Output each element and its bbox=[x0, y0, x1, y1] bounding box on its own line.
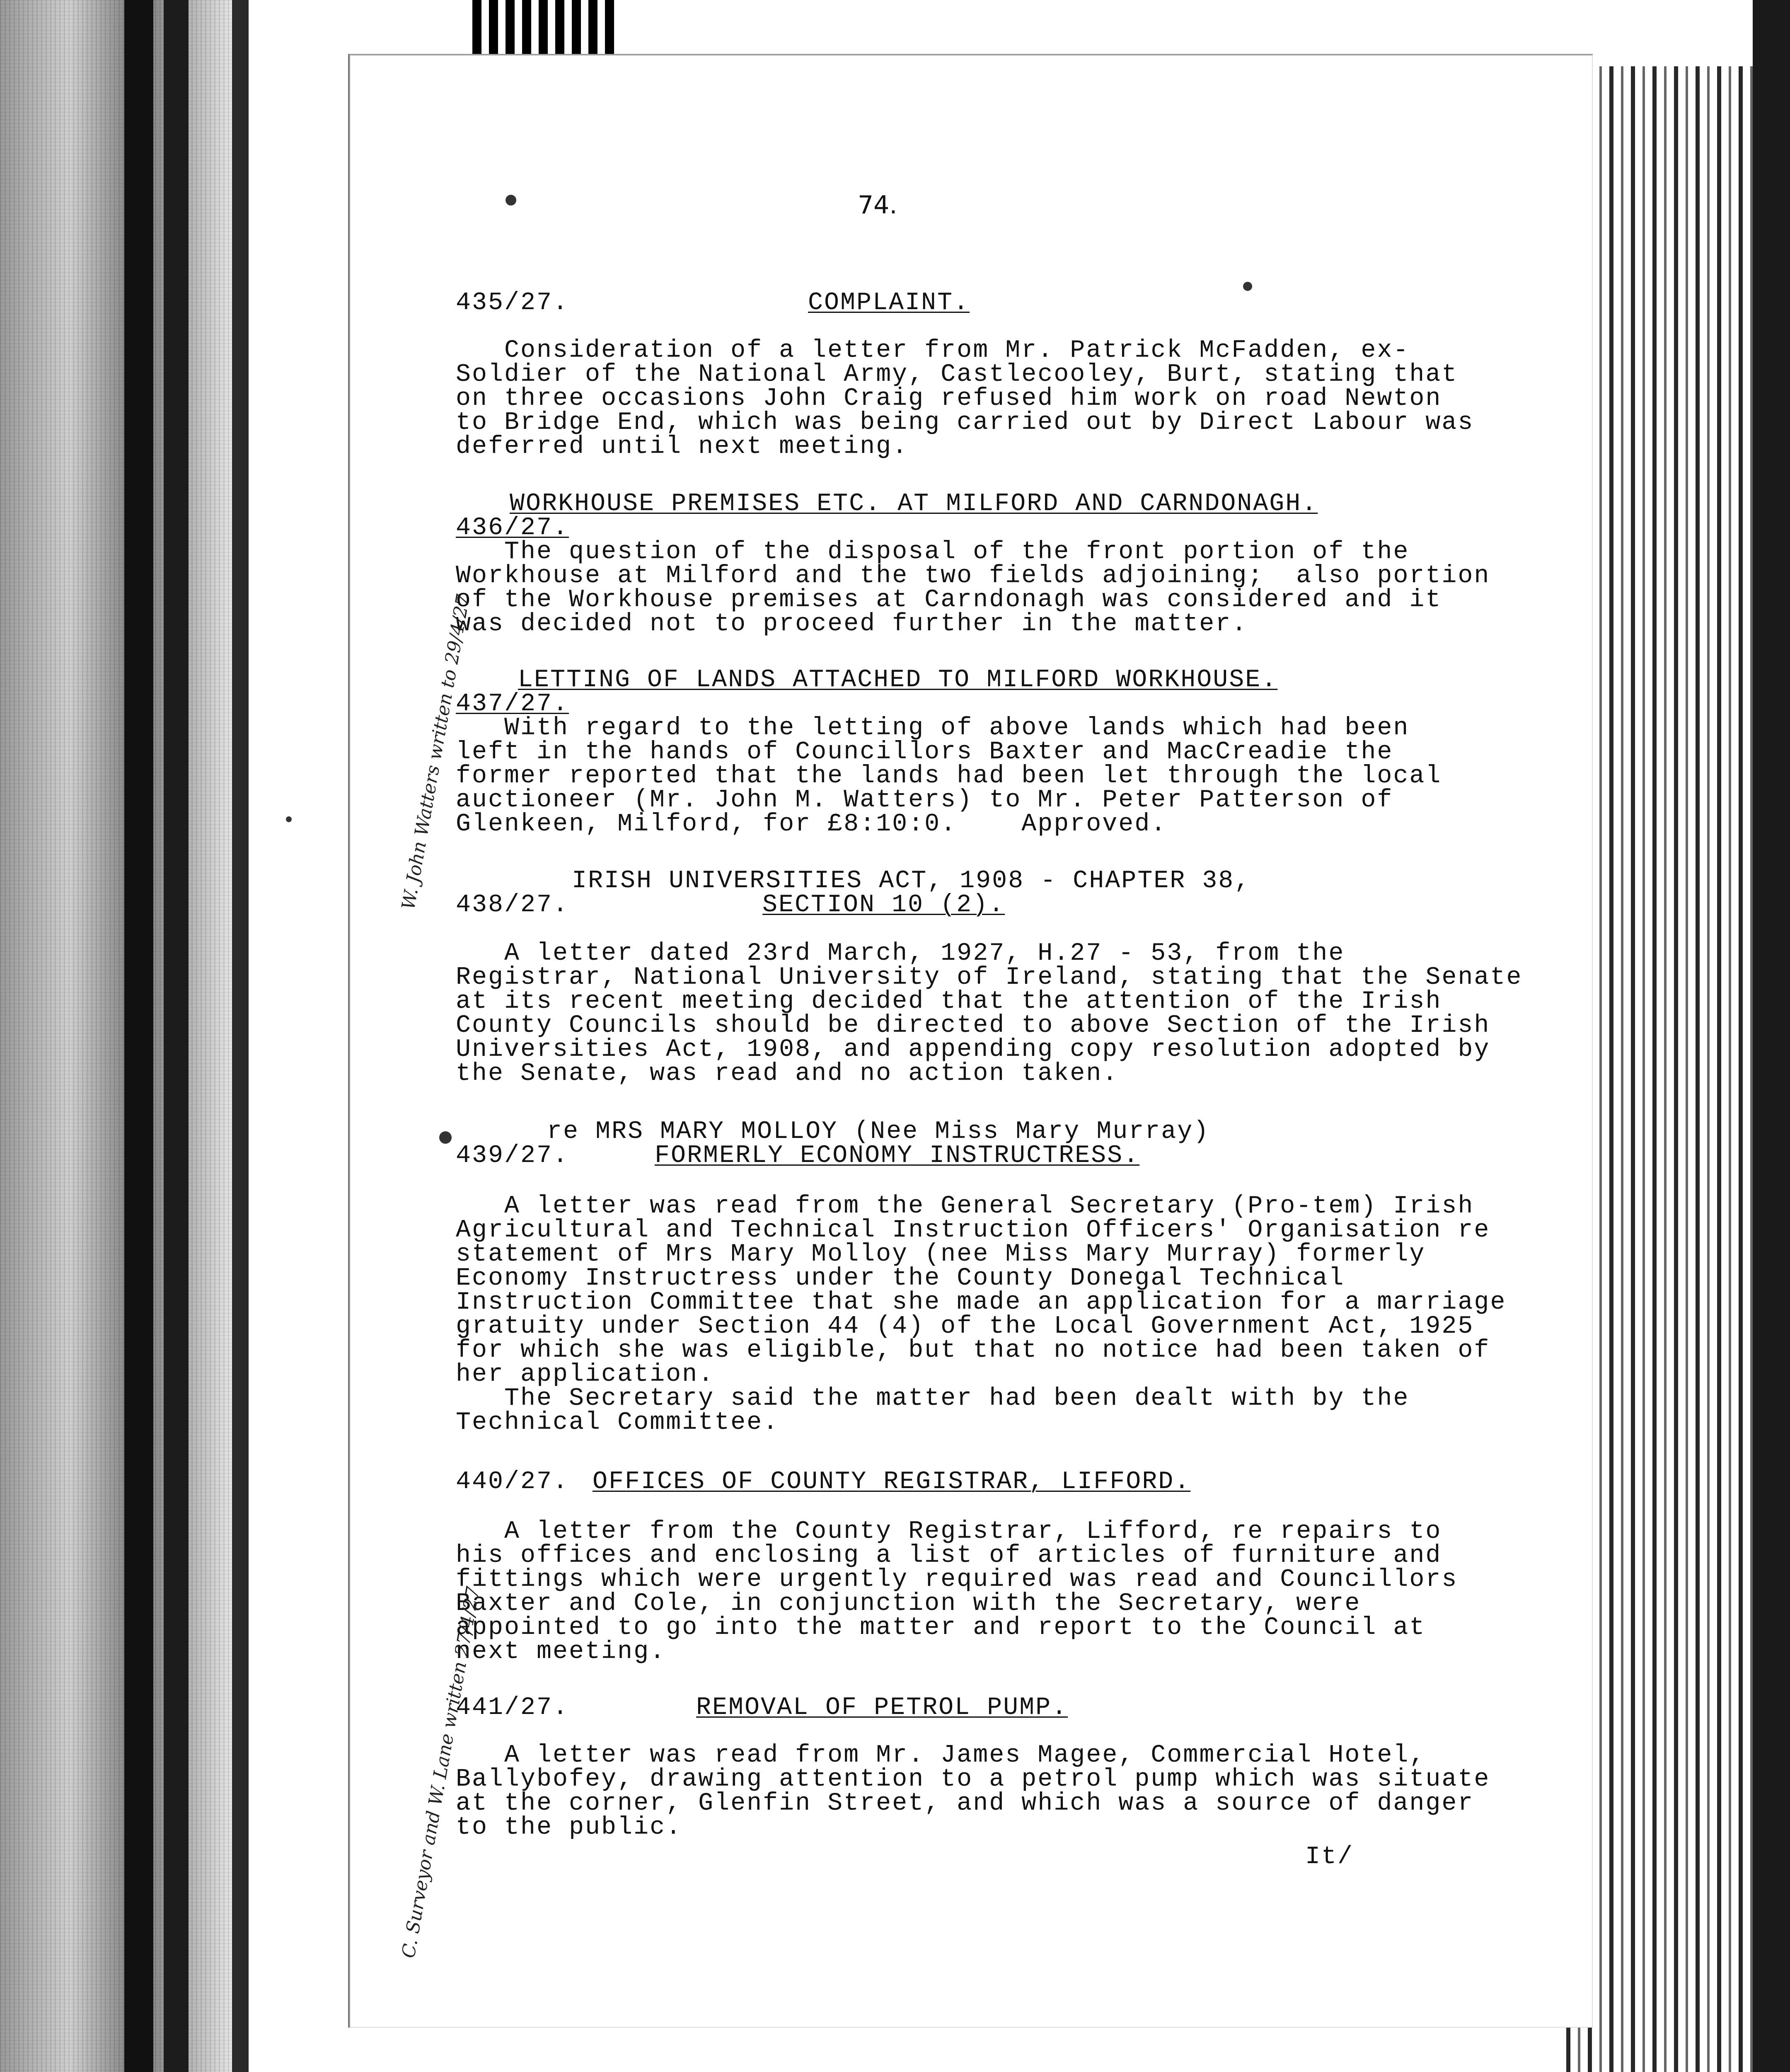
entry-body-line: A letter dated 23rd March, 1927, H.27 - 53, from the bbox=[456, 939, 1345, 968]
entry-body-line: to Bridge End, which was being carried out by Direct Labour was bbox=[456, 409, 1474, 437]
entry-body-line: The question of the disposal of the front portion of the bbox=[456, 538, 1410, 566]
entry-body-line: next meeting. bbox=[456, 1638, 666, 1666]
entry-heading: REMOVAL OF PETROL PUMP. bbox=[696, 1694, 1068, 1722]
binding-shadow bbox=[164, 0, 189, 2072]
entry-body-line: left in the hands of Councillors Baxter and MacCreadie the bbox=[456, 738, 1393, 766]
entry-body-line: With regard to the letting of above lands which had been bbox=[456, 714, 1410, 742]
ink-speck bbox=[506, 195, 516, 206]
entry-body-line: at its recent meeting decided that the attention of the Irish bbox=[456, 988, 1442, 1016]
entry-body-line: of the Workhouse premises at Carndonagh was considered and it bbox=[456, 586, 1442, 614]
entry-body-line: at the corner, Glenfin Street, and which was a source of danger bbox=[456, 1789, 1474, 1818]
entry-heading: LETTING OF LANDS ATTACHED TO MILFORD WORKHOUSE. bbox=[518, 666, 1278, 694]
entry-body-line: Ballybofey, drawing attention to a petrol pump which was situate bbox=[456, 1765, 1490, 1794]
entry-body-line: was decided not to proceed further in the matter. bbox=[456, 610, 1248, 638]
entry-number: 437/27. bbox=[456, 690, 569, 718]
entry-body-line: Economy Instructress under the County Donegal Technical bbox=[456, 1264, 1345, 1293]
ink-speck bbox=[439, 1131, 452, 1144]
entry-body-line: Glenkeen, Milford, for £8:10:0. Approved. bbox=[456, 810, 1167, 838]
entry-body-line: deferred until next meeting. bbox=[456, 433, 909, 461]
entry-body-line: on three occasions John Craig refused him work on road Newton bbox=[456, 385, 1442, 413]
entry-body-line: to the public. bbox=[456, 1813, 682, 1842]
entry-body-line: The Secretary said the matter had been dealt with by the bbox=[456, 1385, 1410, 1413]
page-number: 74. bbox=[858, 191, 897, 220]
entry-heading: WORKHOUSE PREMISES ETC. AT MILFORD AND CARNDONAGH. bbox=[510, 490, 1318, 518]
margin-note-handwritten: C. Surveyor and W. Lane written 27/4/27 bbox=[398, 1585, 484, 1960]
entry-number: 440/27. bbox=[456, 1468, 569, 1496]
entry-body-line: Workhouse at Milford and the two fields adjoining; also portion bbox=[456, 562, 1490, 590]
catchword: It/ bbox=[1305, 1843, 1354, 1871]
entry-body-line: County Councils should be directed to above Section of the Irish bbox=[456, 1012, 1490, 1040]
entry-number: 439/27. bbox=[456, 1142, 569, 1170]
entry-body-line: for which she was eligible, but that no notice had been taken of bbox=[456, 1336, 1490, 1365]
entry-body-line: his offices and enclosing a list of articles of furniture and bbox=[456, 1542, 1442, 1570]
entry-body-line: Registrar, National University of Ireland, stating that the Senate bbox=[456, 963, 1523, 992]
binding-shadow bbox=[232, 0, 249, 2072]
entry-subheading: SECTION 10 (2). bbox=[762, 891, 1005, 919]
entry-body-line: Instruction Committee that she made an application for a marriage bbox=[456, 1288, 1507, 1317]
entry-body-line: appointed to go into the matter and report to the Council at bbox=[456, 1614, 1426, 1642]
entry-body-line: auctioneer (Mr. John M. Watters) to Mr. Peter Patterson of bbox=[456, 786, 1393, 814]
entry-subheading: FORMERLY ECONOMY INSTRUCTRESS. bbox=[655, 1142, 1140, 1170]
entry-number: 441/27. bbox=[456, 1694, 569, 1722]
entry-body-line: Soldier of the National Army, Castlecooley, Burt, stating that bbox=[456, 361, 1458, 389]
book-cover-edge bbox=[1753, 0, 1790, 2072]
ink-speck bbox=[1243, 282, 1252, 291]
entry-body-line: Universities Act, 1908, and appending copy resolution adopted by bbox=[456, 1036, 1490, 1064]
entry-number: 435/27. bbox=[456, 289, 569, 317]
entry-heading: IRISH UNIVERSITIES ACT, 1908 - CHAPTER 38, bbox=[572, 867, 1251, 895]
entry-heading: OFFICES OF COUNTY REGISTRAR, LIFFORD. bbox=[593, 1468, 1191, 1496]
entry-heading: COMPLAINT. bbox=[808, 289, 970, 317]
entry-body-line: former reported that the lands had been let through the local bbox=[456, 762, 1442, 790]
entry-body-line: gratuity under Section 44 (4) of the Local Government Act, 1925 bbox=[456, 1312, 1474, 1341]
left-page-margin bbox=[0, 0, 232, 2072]
entry-body-line: statement of Mrs Mary Molloy (nee Miss Mary Murray) formerly bbox=[456, 1240, 1426, 1268]
entry-body-line: Agricultural and Technical Instruction Officers' Organisation re bbox=[456, 1216, 1490, 1244]
entry-body-line: A letter was read from the General Secretary (Pro-tem) Irish bbox=[456, 1192, 1474, 1220]
entry-body-line: Technical Committee. bbox=[456, 1409, 779, 1437]
binding-shadow bbox=[124, 0, 153, 2072]
margin-note-handwritten: W. John Watters written to 29/4/27 bbox=[398, 593, 474, 911]
entry-body-line: her application. bbox=[456, 1360, 715, 1389]
entry-number: 438/27. bbox=[456, 891, 569, 919]
entry-body-line: the Senate, was read and no action taken. bbox=[456, 1060, 1119, 1088]
entry-body-line: A letter was read from Mr. James Magee, Commercial Hotel, bbox=[456, 1741, 1426, 1769]
ink-speck bbox=[286, 816, 292, 822]
entry-body-line: A letter from the County Registrar, Lifford, re repairs to bbox=[456, 1518, 1442, 1546]
entry-heading: re MRS MARY MOLLOY (Nee Miss Mary Murray) bbox=[547, 1118, 1210, 1146]
entry-body-line: Consideration of a letter from Mr. Patrick McFadden, ex- bbox=[456, 336, 1410, 365]
entry-body-line: Baxter and Cole, in conjunction with the Secretary, were bbox=[456, 1590, 1361, 1618]
entry-number: 436/27. bbox=[456, 514, 569, 542]
entry-body-line: fittings which were urgently required was read and Councillors bbox=[456, 1566, 1458, 1594]
